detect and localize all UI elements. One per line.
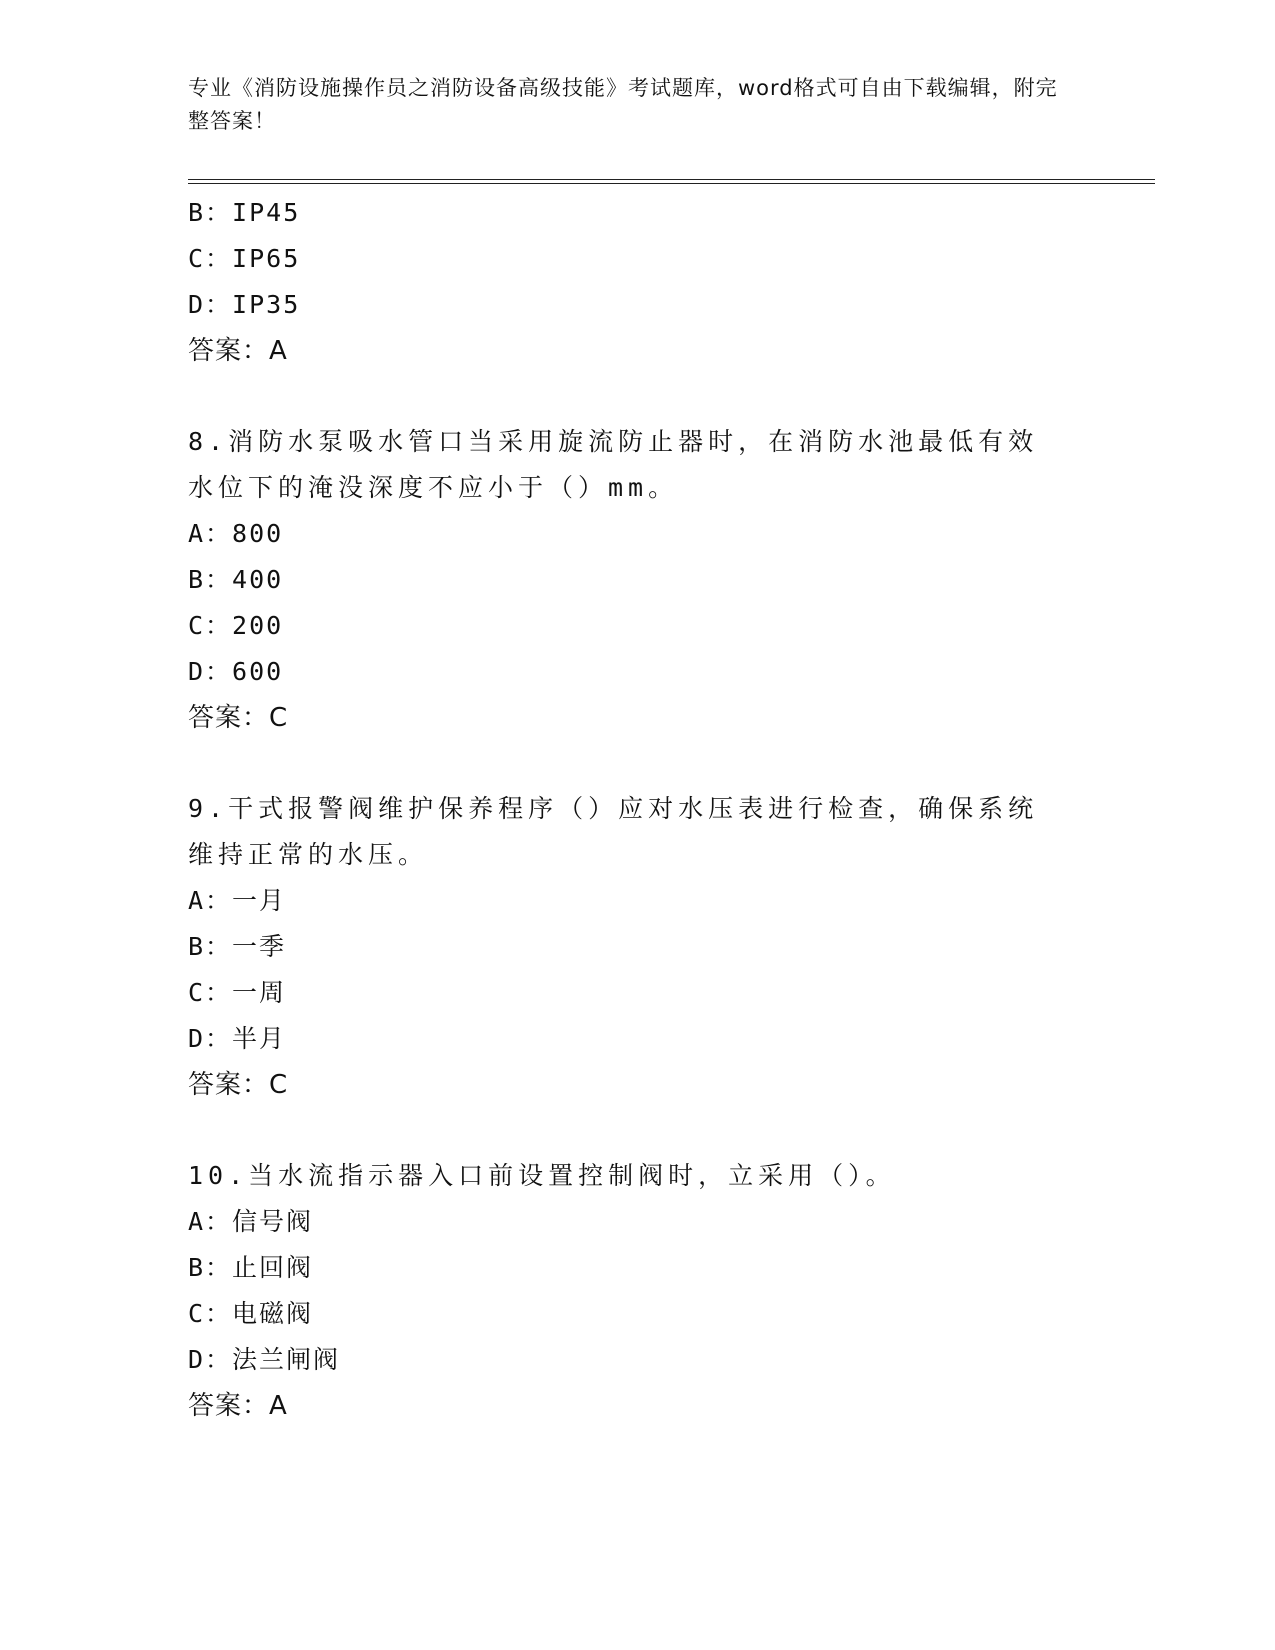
answer-line: 答案：C: [188, 1070, 289, 1100]
option-c: C：200: [188, 611, 284, 640]
option-b: B：IP45: [188, 198, 301, 227]
answer-line: 答案：A: [188, 1391, 288, 1421]
option-b: B：一季: [188, 932, 287, 961]
spacer: [188, 1108, 1088, 1153]
question-list: [188, 190, 1088, 1429]
question-text: 10.当水流指示器入口前设置控制阀时，立采用（）。: [188, 1161, 896, 1190]
spacer: [188, 374, 1088, 419]
option-c: C：IP65: [188, 244, 301, 273]
answer-line: 答案：A: [188, 336, 288, 366]
option-b: B：止回阀: [188, 1253, 314, 1282]
question-text: 9.干式报警阀维护保养程序（）应对水压表进行检查，确保系统维持正常的水压。: [188, 794, 1039, 869]
answer-line: 答案：C: [188, 703, 289, 733]
question-7: [188, 190, 1088, 374]
option-d: D：法兰闸阀: [188, 1345, 341, 1374]
option-a: A：信号阀: [188, 1207, 314, 1236]
question-8: [188, 419, 1088, 741]
option-b: B：400: [188, 565, 284, 594]
option-c: C：电磁阀: [188, 1299, 314, 1328]
spacer: [188, 741, 1088, 786]
option-d: D：半月: [188, 1024, 287, 1053]
option-d: D：IP35: [188, 290, 301, 319]
question-10: [188, 1153, 1088, 1429]
option-c: C：一周: [188, 978, 287, 1007]
question-text: 8.消防水泵吸水管口当采用旋流防止器时，在消防水池最低有效水位下的淹没深度不应小于（）mm。: [188, 427, 1039, 502]
option-a: A：800: [188, 519, 284, 548]
question-9: [188, 786, 1088, 1108]
option-a: A：一月: [188, 886, 287, 915]
header-divider: [188, 179, 1155, 184]
option-d: D：600: [188, 657, 284, 686]
document-header: 专业《消防设施操作员之消防设备高级技能》考试题库，word格式可自由下载编辑，附完整答案！: [188, 76, 1058, 133]
